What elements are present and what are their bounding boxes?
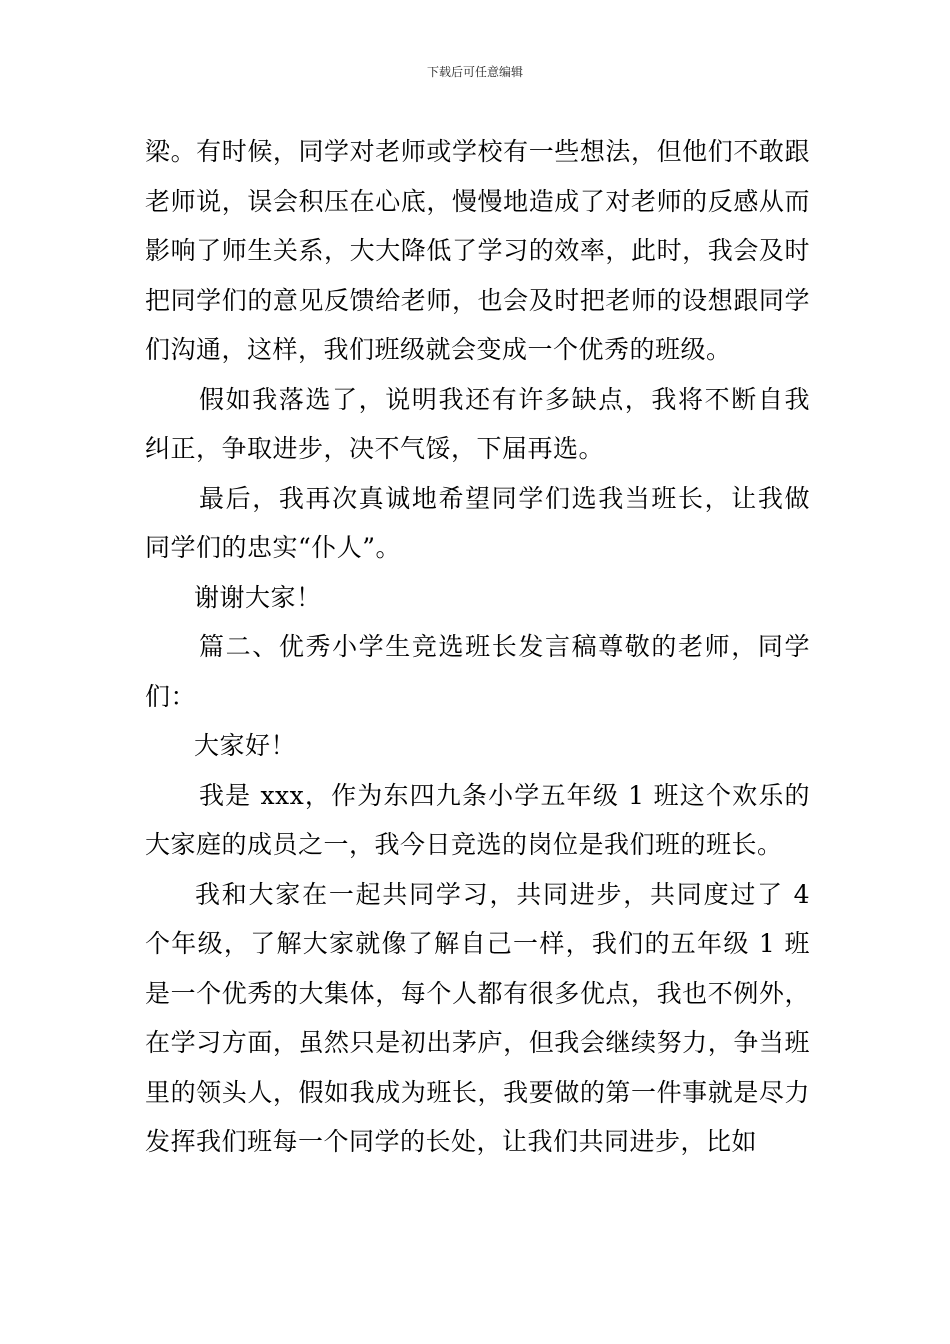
paragraph-introduction: 我是 xxx，作为东四九条小学五年级 1 班这个欢乐的大家庭的成员之一，我今日竞选的岗位是我们班的班长。 bbox=[145, 780, 810, 859]
paragraph-thanks: 谢谢大家！ bbox=[194, 582, 322, 612]
page-header-note: 下载后可任意编辑 bbox=[426, 65, 523, 79]
paragraph-section-two-title: 篇二、优秀小学生竞选班长发言稿尊敬的老师，同学们： bbox=[145, 632, 810, 711]
paragraph-final-hope: 最后，我再次真诚地希望同学们选我当班长，让我做同学们的忠实“仆人”。 bbox=[145, 483, 810, 562]
paragraph-together: 我和大家在一起共同学习，共同进步，共同度过了 4 个年级，了解大家就像了解自己一样，我们的五年级 1 班是一个优秀的大集体，每个人都有很多优点，我也不例外，在学习方面，虽然只是初出茅庐，但我会继续努力，争当班里的领头人，假如我成为班长，我要做的第一件事就是尽力发挥我们班每一个同学的长处，让我们共同进步，比如 bbox=[145, 879, 810, 1156]
paragraph-greeting: 大家好！ bbox=[194, 731, 297, 760]
document-body bbox=[145, 127, 810, 1167]
paragraph-if-not-elected: 假如我落选了，说明我还有许多缺点，我将不断自我纠正，争取进步，决不气馁，下届再选。 bbox=[145, 384, 810, 463]
paragraph-continued: 梁。有时候，同学对老师或学校有一些想法，但他们不敢跟老师说，误会积压在心底，慢慢地造成了对老师的反感从而影响了师生关系，大大降低了学习的效率，此时，我会及时把同学们的意见反馈给老师，也会及时把老师的设想跟同学们沟通，这样，我们班级就会变成一个优秀的班级。 bbox=[145, 137, 810, 364]
